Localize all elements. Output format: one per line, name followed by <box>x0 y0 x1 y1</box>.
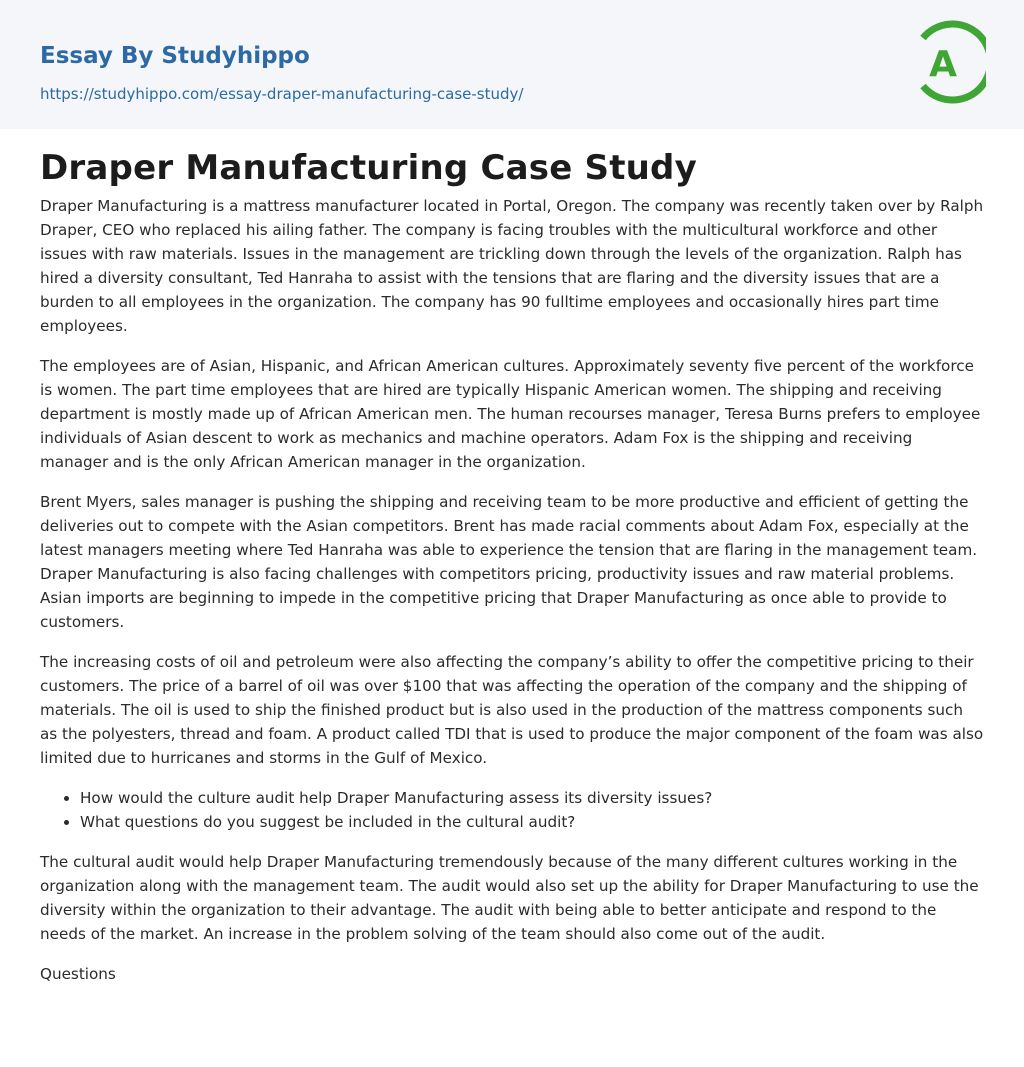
studyhippo-logo-icon[interactable] <box>916 19 986 105</box>
paragraph-1: Draper Manufacturing is a mattress manufacturer located in Portal, Oregon. The company was recently taken over by Ralph Draper, CEO who replaced his ailing father. The company is facing troubles with the multicultural workforce and other issues with raw materials. Issues in the management are trickling down through the levels of the organization. Ralph has hired a diversity consultant, Ted Hanraha to assist with the tensions that are flaring and the diversity issues that are a burden to all employees in the organization. The company has 90 fulltime employees and occasionally hires part time employees. <box>40 197 984 335</box>
paragraph-4: The increasing costs of oil and petroleum were also affecting the company’s ability to offer the competitive pricing to their customers. The price of a barrel of oil was over $100 that was affecting the operation of the company and the shipping of materials. The oil is used to ship the finished product but is also used in the production of the mattress components such as the polyesters, thread and foam. A product called TDI that is used to produce the major component of the foam was also limited due to hurricanes and storms in the Gulf of Mexico. <box>40 653 984 767</box>
essay-url-link[interactable]: https://studyhippo.com/essay-draper-manufacturing-case-study/ <box>40 85 524 103</box>
list-item: • What questions do you suggest be included in the cultural audit? <box>80 810 984 834</box>
article-body <box>0 129 1024 986</box>
logo-letter: A <box>929 44 957 85</box>
page-title: Draper Manufacturing Case Study <box>40 148 697 188</box>
paragraph-2: The employees are of Asian, Hispanic, and African American cultures. Approximately seventy five percent of the workforce is women. The part time employees that are hired are typically Hispanic American women. The shipping and receiving department is mostly made up of African American men. The human recourses manager, Teresa Burns prefers to employee individuals of Asian descent to work as mechanics and machine operators. Adam Fox is the shipping and receiving manager and is the only African American manager in the organization. <box>40 357 981 471</box>
list-item: • How would the culture audit help Draper Manufacturing assess its diversity issues? <box>80 786 984 810</box>
questions-label: Questions <box>40 965 116 983</box>
question-list <box>40 786 984 834</box>
paragraph-3: Brent Myers, sales manager is pushing the shipping and receiving team to be more productive and efficient of getting the deliveries out to compete with the Asian competitors. Brent has made racial comments about Adam Fox, especially at the latest managers meeting where Ted Hanraha was able to experience the tension that are flaring in the management team. Draper Manufacturing is also facing challenges with competitors pricing, productivity issues and raw material problems. Asian imports are beginning to impede in the competitive pricing that Draper Manufacturing as once able to provide to customers. <box>40 493 978 631</box>
site-header <box>0 0 1024 129</box>
closing-paragraph: The cultural audit would help Draper Manufacturing tremendously because of the many different cultures working in the organization along with the management team. The audit would also set up the ability for Draper Manufacturing to use the diversity within the organization to their advantage. The audit with being able to better anticipate and respond to the needs of the market. An increase in the problem solving of the team should also come out of the audit. <box>40 853 979 943</box>
site-brand[interactable]: Essay By Studyhippo <box>40 43 310 69</box>
